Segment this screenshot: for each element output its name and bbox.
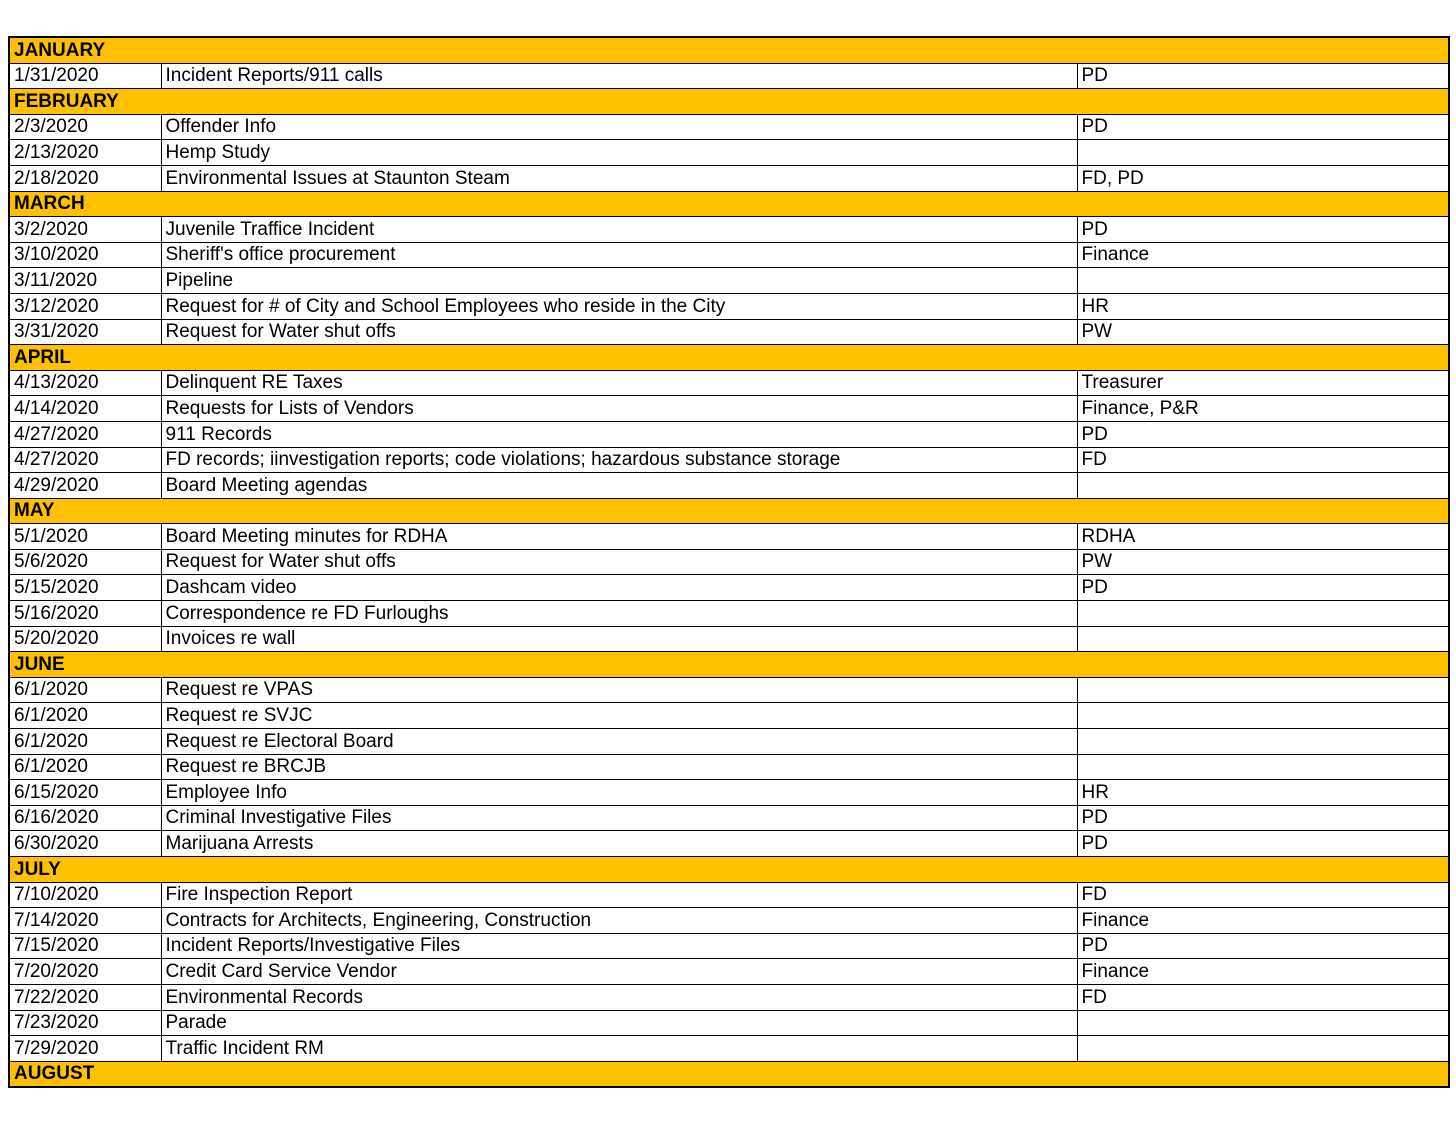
request-date-cell: 3/11/2020	[9, 268, 161, 294]
table-row	[9, 319, 1449, 345]
request-description-cell: Contracts for Architects, Engineering, Construction	[161, 908, 1077, 934]
department-cell	[1077, 703, 1449, 729]
request-description-cell: Incident Reports/Investigative Files	[161, 933, 1077, 959]
table-row	[9, 908, 1449, 934]
table-row	[9, 473, 1449, 499]
request-description-cell: Request re BRCJB	[161, 754, 1077, 780]
table-row	[9, 549, 1449, 575]
table-row	[9, 114, 1449, 140]
department-cell: PW	[1077, 549, 1449, 575]
table-row	[9, 242, 1449, 268]
request-date-cell: 7/23/2020	[9, 1010, 161, 1036]
request-description-cell: Marijuana Arrests	[161, 831, 1077, 857]
department-cell: PD	[1077, 831, 1449, 857]
department-cell: PD	[1077, 421, 1449, 447]
department-cell: PD	[1077, 805, 1449, 831]
month-header: JUNE	[9, 652, 1449, 678]
department-cell	[1077, 473, 1449, 499]
request-description-cell: Board Meeting minutes for RDHA	[161, 524, 1077, 550]
department-cell: FD	[1077, 882, 1449, 908]
table-row	[9, 268, 1449, 294]
month-header-row	[9, 191, 1449, 217]
department-cell: Finance	[1077, 242, 1449, 268]
request-date-cell: 3/10/2020	[9, 242, 161, 268]
department-cell: PD	[1077, 114, 1449, 140]
department-cell: HR	[1077, 780, 1449, 806]
request-date-cell: 3/12/2020	[9, 293, 161, 319]
request-date-cell: 7/20/2020	[9, 959, 161, 985]
request-date-cell: 5/6/2020	[9, 549, 161, 575]
month-header-row	[9, 652, 1449, 678]
month-header-row	[9, 345, 1449, 371]
request-description-cell: Juvenile Traffice Incident	[161, 217, 1077, 243]
month-header: FEBRUARY	[9, 89, 1449, 115]
month-header: MARCH	[9, 191, 1449, 217]
request-date-cell: 7/22/2020	[9, 984, 161, 1010]
table-row	[9, 63, 1449, 89]
month-header-row	[9, 1061, 1449, 1087]
table-row	[9, 882, 1449, 908]
request-date-cell: 5/1/2020	[9, 524, 161, 550]
table-row	[9, 165, 1449, 191]
table-row	[9, 217, 1449, 243]
month-header-row	[9, 498, 1449, 524]
table-body	[9, 37, 1449, 1087]
table-row	[9, 626, 1449, 652]
request-date-cell: 4/14/2020	[9, 396, 161, 422]
request-date-cell: 7/29/2020	[9, 1036, 161, 1062]
table-row	[9, 370, 1449, 396]
department-cell	[1077, 677, 1449, 703]
request-description-cell: Requests for Lists of Vendors	[161, 396, 1077, 422]
table-row	[9, 703, 1449, 729]
request-description-cell: Environmental Records	[161, 984, 1077, 1010]
request-description-cell: Offender Info	[161, 114, 1077, 140]
request-description-cell: Fire Inspection Report	[161, 882, 1077, 908]
month-header: JANUARY	[9, 37, 1449, 63]
department-cell: PD	[1077, 933, 1449, 959]
request-date-cell: 5/16/2020	[9, 601, 161, 627]
table-row	[9, 754, 1449, 780]
request-description-cell: Request for Water shut offs	[161, 549, 1077, 575]
request-description-cell: Dashcam video	[161, 575, 1077, 601]
department-cell: PD	[1077, 217, 1449, 243]
department-cell: Treasurer	[1077, 370, 1449, 396]
request-description-cell: Environmental Issues at Staunton Steam	[161, 165, 1077, 191]
department-cell: PW	[1077, 319, 1449, 345]
table-row	[9, 293, 1449, 319]
department-cell	[1077, 601, 1449, 627]
month-header: APRIL	[9, 345, 1449, 371]
table-row	[9, 140, 1449, 166]
request-date-cell: 4/29/2020	[9, 473, 161, 499]
request-date-cell: 2/18/2020	[9, 165, 161, 191]
request-description-cell: Invoices re wall	[161, 626, 1077, 652]
request-description-cell: Employee Info	[161, 780, 1077, 806]
request-date-cell: 6/16/2020	[9, 805, 161, 831]
request-date-cell: 3/31/2020	[9, 319, 161, 345]
table-row	[9, 447, 1449, 473]
request-date-cell: 4/13/2020	[9, 370, 161, 396]
department-cell	[1077, 1036, 1449, 1062]
request-date-cell: 6/15/2020	[9, 780, 161, 806]
request-date-cell: 6/30/2020	[9, 831, 161, 857]
department-cell: FD, PD	[1077, 165, 1449, 191]
department-cell: Finance	[1077, 908, 1449, 934]
request-description-cell: Request re Electoral Board	[161, 729, 1077, 755]
table-row	[9, 933, 1449, 959]
department-cell: FD	[1077, 984, 1449, 1010]
request-date-cell: 6/1/2020	[9, 703, 161, 729]
table-row	[9, 396, 1449, 422]
month-header: AUGUST	[9, 1061, 1449, 1087]
department-cell	[1077, 729, 1449, 755]
request-description-cell: Delinquent RE Taxes	[161, 370, 1077, 396]
records-request-table	[8, 36, 1450, 1088]
table-row	[9, 805, 1449, 831]
request-date-cell: 1/31/2020	[9, 63, 161, 89]
request-date-cell: 5/20/2020	[9, 626, 161, 652]
request-description-cell: FD records; iinvestigation reports; code violations; hazardous substance storage	[161, 447, 1077, 473]
month-header-row	[9, 857, 1449, 883]
table-row	[9, 601, 1449, 627]
request-description-cell: Request re SVJC	[161, 703, 1077, 729]
month-header: JULY	[9, 857, 1449, 883]
department-cell: PD	[1077, 575, 1449, 601]
request-description-cell: Request for Water shut offs	[161, 319, 1077, 345]
request-description-cell: Credit Card Service Vendor	[161, 959, 1077, 985]
table-row	[9, 421, 1449, 447]
table-row	[9, 959, 1449, 985]
department-cell	[1077, 754, 1449, 780]
request-date-cell: 4/27/2020	[9, 447, 161, 473]
department-cell: PD	[1077, 63, 1449, 89]
request-description-cell: Sheriff's office procurement	[161, 242, 1077, 268]
table-row	[9, 831, 1449, 857]
table-row	[9, 575, 1449, 601]
request-description-cell: Pipeline	[161, 268, 1077, 294]
request-description-cell: Board Meeting agendas	[161, 473, 1077, 499]
request-description-cell: 911 Records	[161, 421, 1077, 447]
department-cell	[1077, 626, 1449, 652]
request-date-cell: 4/27/2020	[9, 421, 161, 447]
request-description-cell: Hemp Study	[161, 140, 1077, 166]
request-date-cell: 2/13/2020	[9, 140, 161, 166]
department-cell: Finance, P&R	[1077, 396, 1449, 422]
department-cell	[1077, 1010, 1449, 1036]
request-date-cell: 6/1/2020	[9, 754, 161, 780]
department-cell: Finance	[1077, 959, 1449, 985]
request-date-cell: 6/1/2020	[9, 729, 161, 755]
table-row	[9, 677, 1449, 703]
request-description-cell: Request for # of City and School Employees who reside in the City	[161, 293, 1077, 319]
table-row	[9, 984, 1449, 1010]
request-date-cell: 3/2/2020	[9, 217, 161, 243]
request-description-cell: Parade	[161, 1010, 1077, 1036]
request-description-cell: Request re VPAS	[161, 677, 1077, 703]
request-date-cell: 7/14/2020	[9, 908, 161, 934]
request-description-cell: Incident Reports/911 calls	[161, 63, 1077, 89]
table-row	[9, 729, 1449, 755]
request-date-cell: 7/15/2020	[9, 933, 161, 959]
department-cell: HR	[1077, 293, 1449, 319]
request-description-cell: Criminal Investigative Files	[161, 805, 1077, 831]
department-cell: FD	[1077, 447, 1449, 473]
table-row	[9, 1036, 1449, 1062]
department-cell: RDHA	[1077, 524, 1449, 550]
request-description-cell: Traffic Incident RM	[161, 1036, 1077, 1062]
table-row	[9, 524, 1449, 550]
request-date-cell: 6/1/2020	[9, 677, 161, 703]
department-cell	[1077, 140, 1449, 166]
month-header-row	[9, 89, 1449, 115]
table-row	[9, 780, 1449, 806]
request-description-cell: Correspondence re FD Furloughs	[161, 601, 1077, 627]
request-date-cell: 2/3/2020	[9, 114, 161, 140]
request-date-cell: 7/10/2020	[9, 882, 161, 908]
department-cell	[1077, 268, 1449, 294]
month-header-row	[9, 37, 1449, 63]
request-date-cell: 5/15/2020	[9, 575, 161, 601]
table-row	[9, 1010, 1449, 1036]
month-header: MAY	[9, 498, 1449, 524]
